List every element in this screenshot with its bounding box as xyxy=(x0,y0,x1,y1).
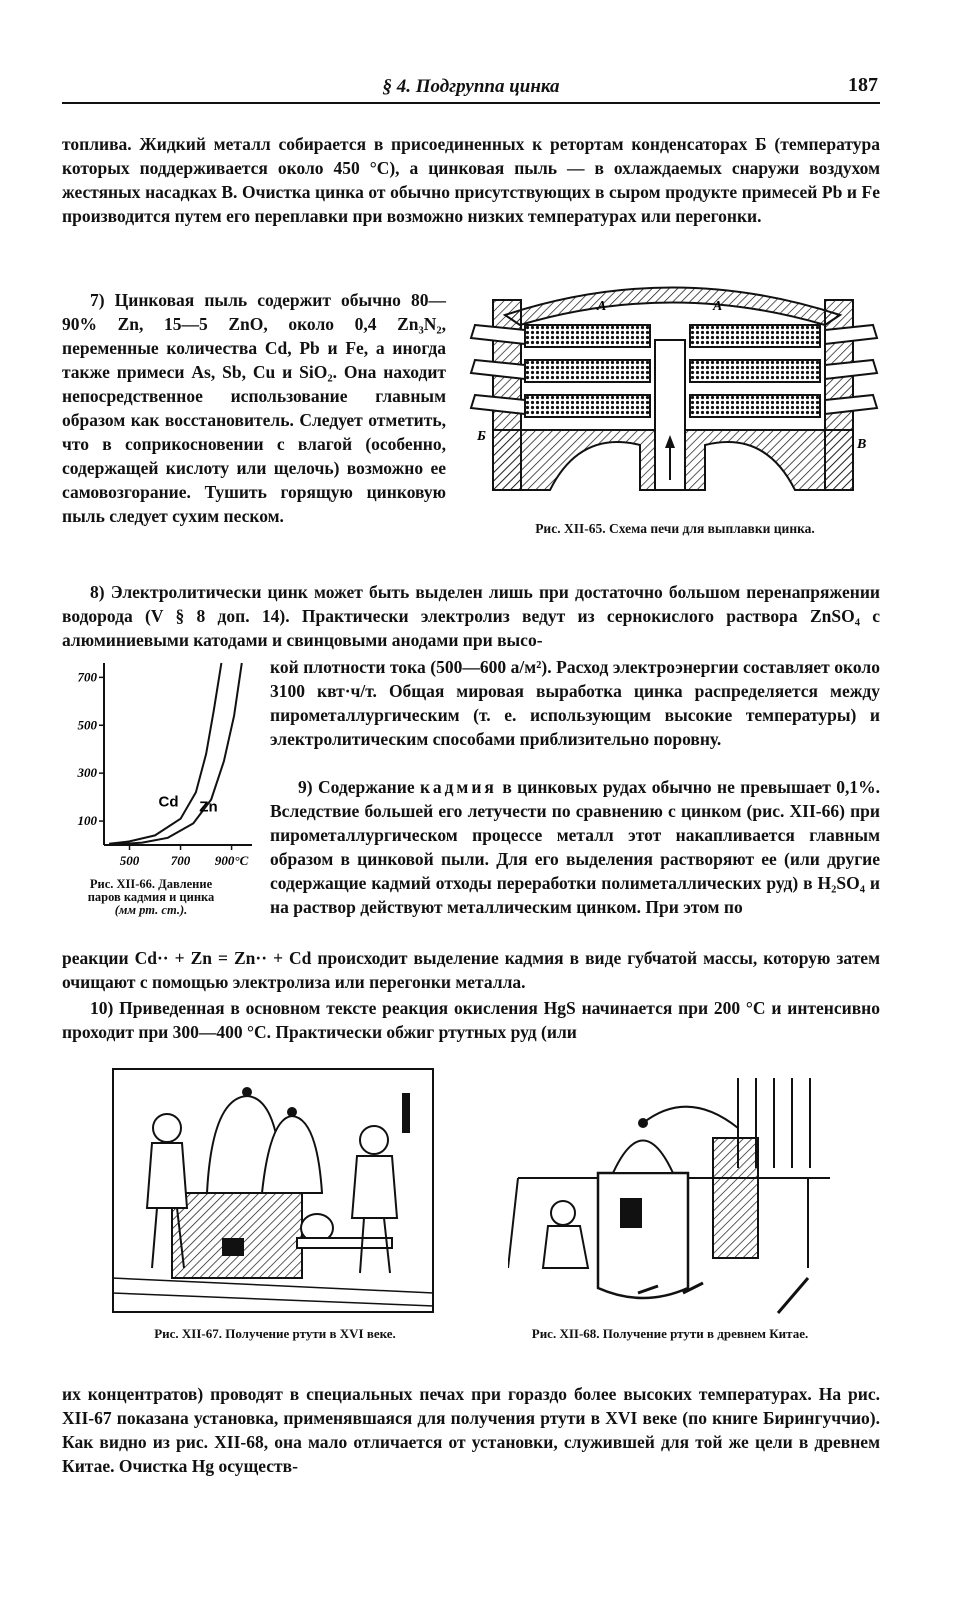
x-tick-label: 700 xyxy=(170,853,191,868)
paragraph-9-side xyxy=(270,775,880,919)
series-line-cd xyxy=(109,663,221,844)
label-a-right: А xyxy=(713,299,723,314)
y-tick-label: 300 xyxy=(77,765,97,781)
furnace-diagram xyxy=(465,280,880,495)
vapor-pressure-chart xyxy=(62,655,262,873)
series-label-cd: Cd xyxy=(158,793,179,811)
paragraph-9-emphasis: кадмия xyxy=(420,777,497,797)
caption-fig-68: Рис. XII-68. Получение ртути в древнем Китае. xyxy=(531,1326,809,1341)
furnace-dome xyxy=(613,1141,673,1174)
paragraph-8-side: кой плотности тока (500—600 а/м²). Расход электроэнергии составляет около 3100 квт·ч/т. Общая мировая выработка цинка распределяется между пирометаллургическим (т. е. использующим высокие температуры) и электролитическим способами приблизительно поровну. xyxy=(270,657,880,749)
furnace-arch xyxy=(505,288,840,326)
paragraph-10-continuation: их концентратов) проводят в специальных печах при гораздо более высоких температурах. На рис. XII-67 показана установка, применявшаяся для получения ртути в XVI веке (по книге Бирингуччио). Как видно из рис. XII-68, она мало отличается от установки, служившей для той же цели в древнем Китае. Очистка Hg осуществ- xyxy=(62,1384,880,1476)
x-tick-label: 900°C xyxy=(214,853,249,868)
x-tick-label: 500 xyxy=(119,853,140,868)
furnace-mouth xyxy=(620,1198,642,1228)
paragraph-9-start: 9) Содержание xyxy=(298,777,415,797)
label-b: Б xyxy=(477,429,486,444)
mercury-16th-century-illustration xyxy=(112,1068,434,1313)
worker-seated xyxy=(543,1201,588,1268)
right-retorts xyxy=(690,325,877,417)
furnace-box xyxy=(172,1193,302,1278)
series-line-zn xyxy=(117,663,242,844)
caption-fig-66-line3: (мм рт. ст.). xyxy=(114,903,188,917)
left-retorts xyxy=(471,325,650,417)
bench xyxy=(297,1238,392,1248)
condenser-column xyxy=(713,1138,758,1258)
caption-fig-65: Рис. XII-65. Схема печи для выплавки цинка. xyxy=(535,521,815,536)
furnace-door xyxy=(222,1238,244,1256)
round-furnace xyxy=(598,1173,688,1298)
caption-fig-67: Рис. XII-67. Получение ртути в XVI веке. xyxy=(154,1326,396,1341)
y-tick-label: 100 xyxy=(77,813,97,829)
paragraph-1: топлива. Жидкий металл собирается в присоединенных к ретортам конденсаторах Б (температура которых поддерживается около 450 °С), а цинковая пыль — в охлаждаемых снаружи воздухом жестяных насадках В. Очистка цинка от обычно присутствующих в сыром продукте примесей Pb и Fe производится путем его переплавки при возможно низких температурах или перегонки. xyxy=(62,134,880,226)
caption-fig-66 xyxy=(58,878,244,917)
caption-fig-66-line1: Рис. XII-66. Давление xyxy=(89,877,213,891)
y-tick-label: 500 xyxy=(77,717,97,733)
label-v: В xyxy=(857,437,867,452)
y-tick-label: 700 xyxy=(77,669,97,685)
paragraph-10 xyxy=(62,996,880,1044)
paragraph-10-text: 10) Приведенная в основном тексте реакция окисления HgS начинается при 200 °С и интенсивно проходит при 300—400 °С. Практически обжиг ртутных руд (или xyxy=(62,998,880,1042)
paragraph-9-side-text: в цинковых рудах обычно не превышает 0,1%. Вследствие большей его летучести по сравнению с цинком (рис. XII-66) при пирометаллургическом процессе металл этот накапливается главным образом в цинковой пыли. Для его выделения растворяют ее (или другие содержащие кадмий отходы переработки полиметаллических руд) в H₂SO₄ и на раствор действуют металлическим цинком. При этом по xyxy=(270,777,881,917)
running-header xyxy=(62,72,880,104)
condenser-pipe xyxy=(643,1107,738,1128)
paragraph-8-top-text: 8) Электролитически цинк может быть выделен лишь при достаточно большом перенапряжении водорода (V § 8 доп. 14). Практически электролиз ведут из сернокислого раствора ZnSO₄ с алюминиевыми катодами и свинцовыми анодами при высо- xyxy=(62,582,880,650)
label-a-left: А xyxy=(597,299,607,314)
paragraph-8-top xyxy=(62,580,880,652)
paragraph-7-text: 7) Цинковая пыль содержит обычно 80—90% Zn, 15—5 ZnO, около 0,4 Zn₃N₂, переменные количества Cd, Pb и Fe, а иногда также примеси As, Sb, Cu и SiO₂. Она находит непосредственное использование главным образом как восстановитель. Следует отметить, что в соприкосновении с влагой (особенно, содержащей кислоту или щелочь) возможно ее самовозгорание. Тушить горящую цинковую пыль следует сухим песком. xyxy=(62,290,446,526)
mercury-ancient-china-illustration xyxy=(508,1068,830,1318)
caption-fig-66-line2: паров кадмия и цинка xyxy=(87,890,215,904)
paragraph-7 xyxy=(62,288,446,528)
page-number: 187 xyxy=(848,74,878,96)
series-label-zn: Zn xyxy=(199,798,218,816)
paragraph-9-end: реакции Cd·· + Zn = Zn·· + Cd происходит выделение кадмия в виде губчатой массы, которую затем очищают с помощью электролиза или перегонки металла. xyxy=(62,948,880,992)
section-title: § 4. Подгруппа цинка xyxy=(382,76,560,97)
